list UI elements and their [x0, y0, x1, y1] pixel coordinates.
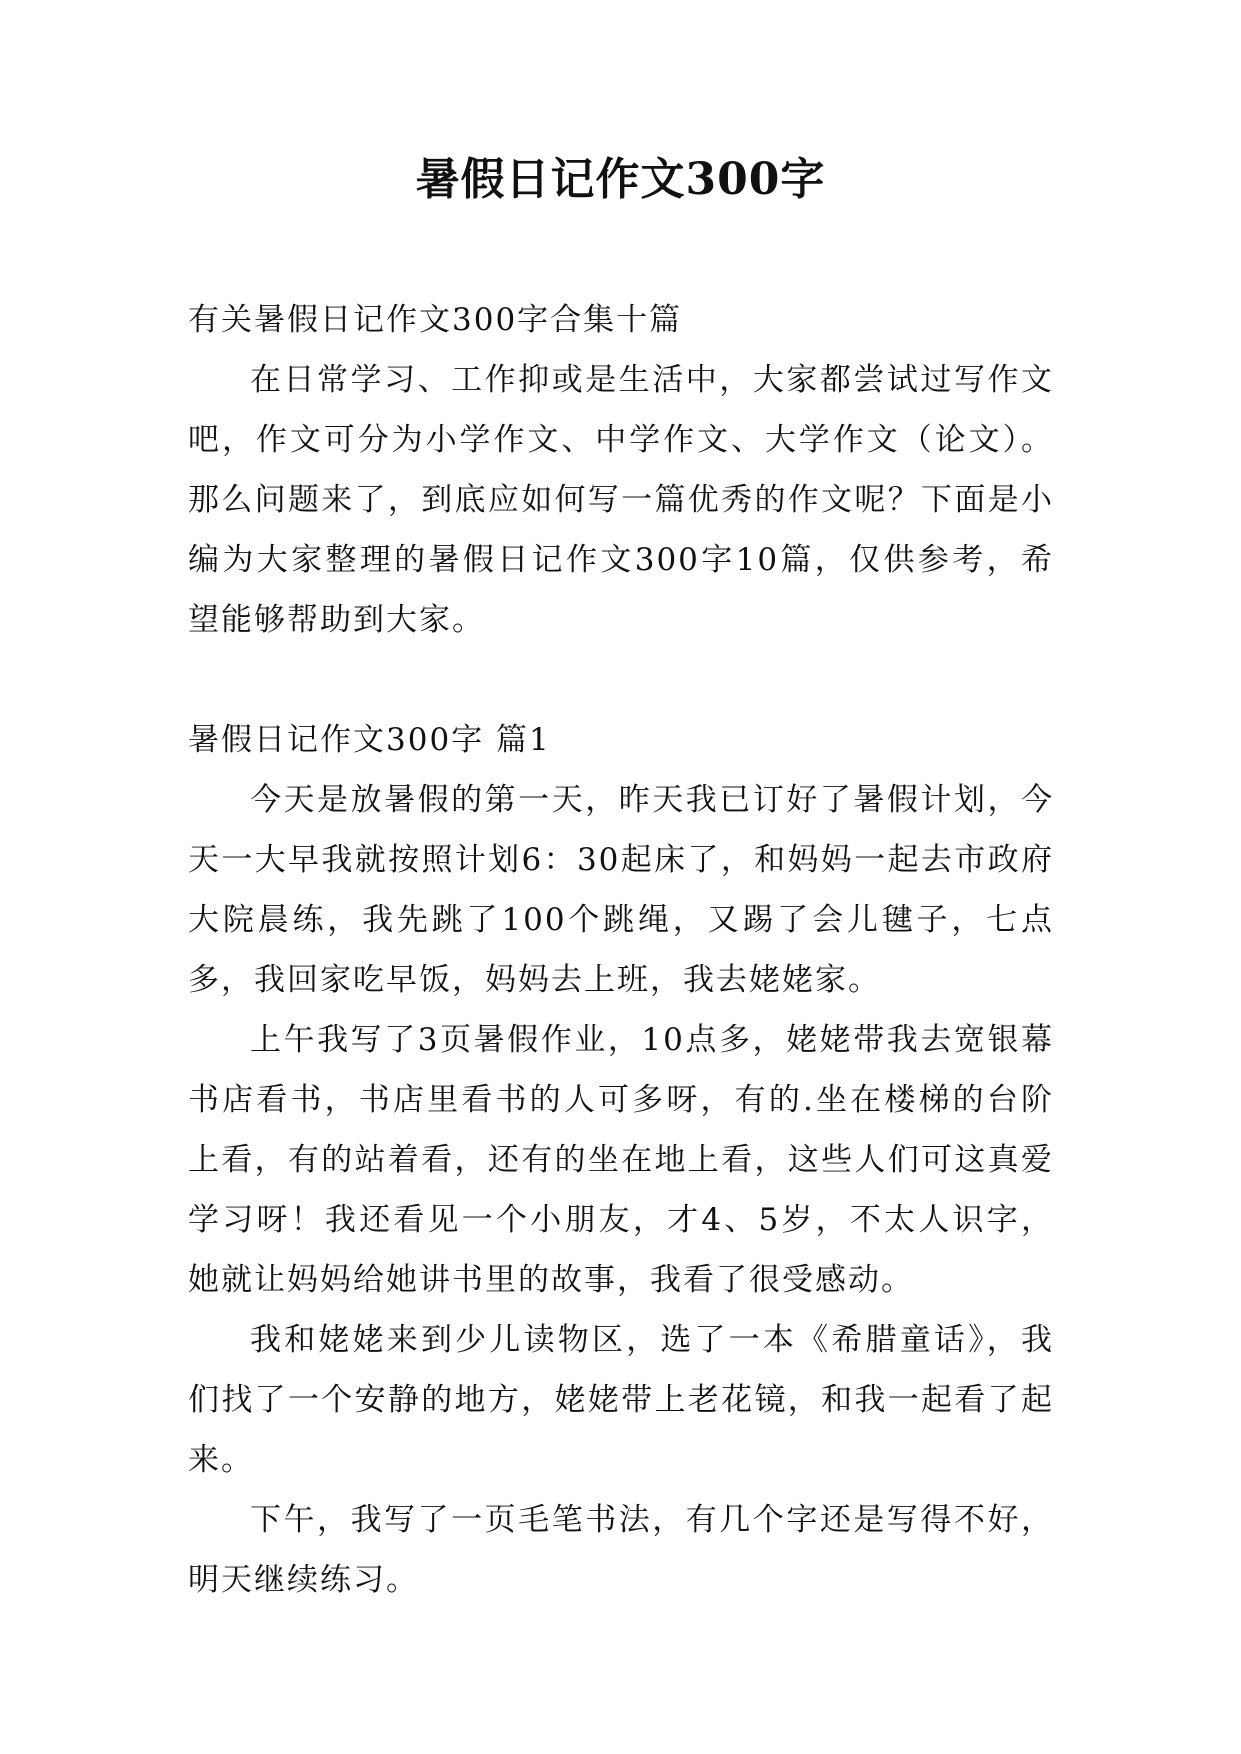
body-paragraph: 下午，我写了一页毛笔书法，有几个字还是写得不好，明天继续练习。 — [188, 1502, 1054, 1598]
document-body — [188, 290, 1054, 1610]
body-paragraph: 今天是放暑假的第一天，昨天我已订好了暑假计划，今天一大早我就按照计划6：30起床了，和妈妈一起去市政府大院晨练，我先跳了100个跳绳，又踢了会儿毽子，七点多，我回家吃早饭，妈妈去上班，我去姥姥家。 — [188, 782, 1054, 998]
body-paragraph: 我和姥姥来到少儿读物区，选了一本《希腊童话》，我们找了一个安静的地方，姥姥带上老花镜，和我一起看了起来。 — [188, 1322, 1054, 1478]
intro-paragraph: 在日常学习、工作抑或是生活中，大家都尝试过写作文吧，作文可分为小学作文、中学作文、大学作文（论文）。那么问题来了，到底应如何写一篇优秀的作文呢？下面是小编为大家整理的暑假日记作文300字10篇，仅供参考，希望能够帮助到大家。 — [188, 362, 1054, 638]
body-paragraph: 上午我写了3页暑假作业，10点多，姥姥带我去宽银幕书店看书，书店里看书的人可多呀，有的.坐在楼梯的台阶上看，有的站着看，还有的坐在地上看，这些人们可这真爱学习呀！我还看见一个小朋友，才4、5岁，不太人识字，她就让妈妈给她讲书里的故事，我看了很受感动。 — [188, 1022, 1054, 1298]
document-title: 暑假日记作文300字 — [415, 154, 826, 205]
document-subtitle: 有关暑假日记作文300字合集十篇 — [188, 302, 683, 338]
section-heading: 暑假日记作文300字 篇1 — [188, 722, 551, 758]
